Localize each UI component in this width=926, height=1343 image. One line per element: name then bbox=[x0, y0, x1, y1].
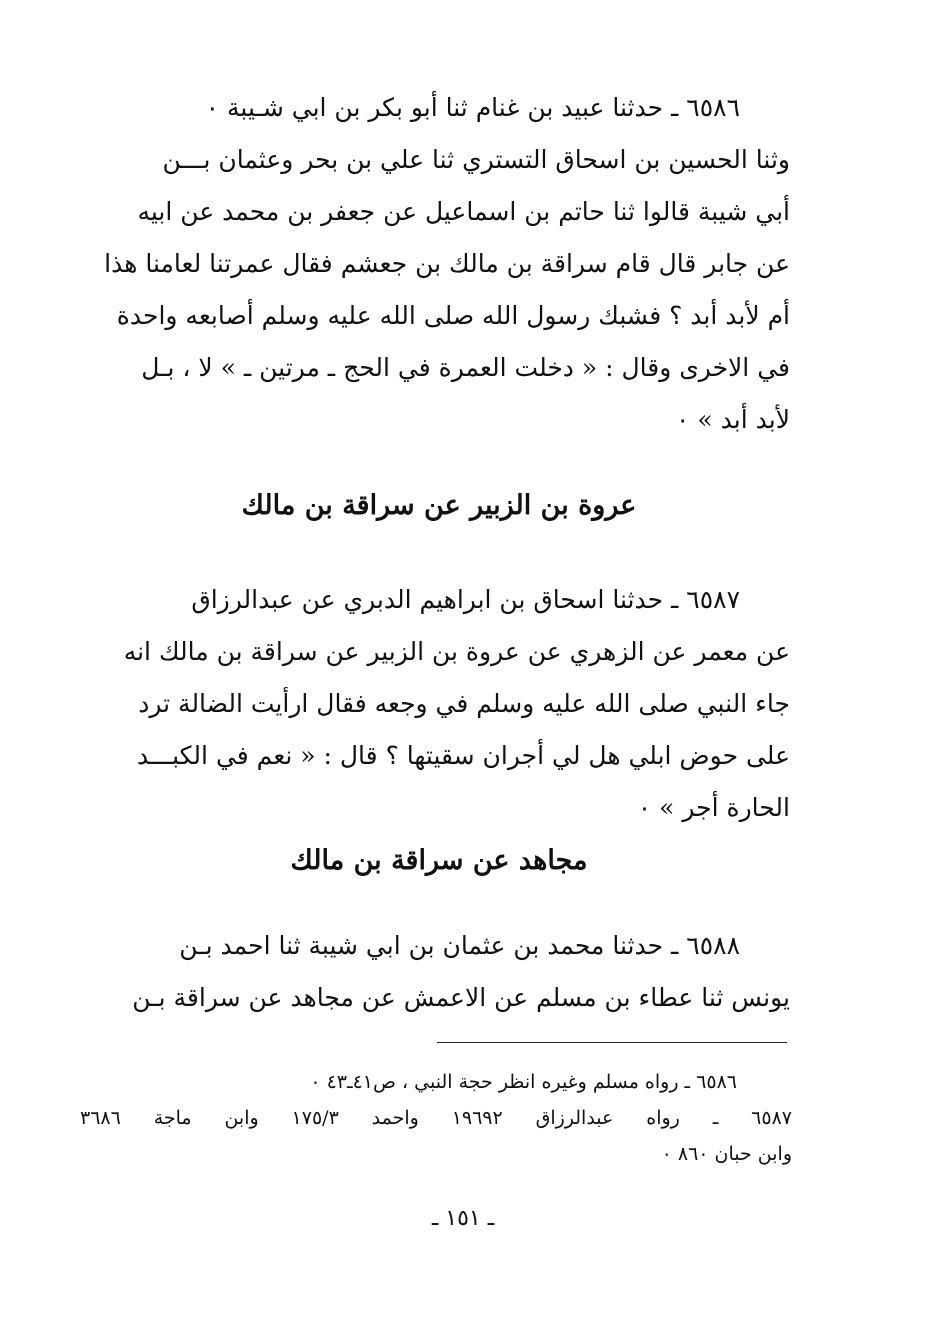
hadith-line: يونس ثنا عطاء بن مسلم عن الاعمش عن مجاهد عن سراقة بـن bbox=[132, 983, 790, 1012]
hadith-line: عن جابر قال قام سراقة بن مالك بن جعشم فقال عمرتنا لعامنا هذا bbox=[104, 249, 790, 278]
section-heading-urwa: عروة بن الزبير عن سراقة بن مالك bbox=[241, 490, 637, 521]
hadith-line: ٦٥٨٧ ـ حدثنا اسحاق بن ابراهيم الدبري عن عبدالرزاق bbox=[191, 585, 740, 614]
hadith-6586 bbox=[88, 82, 790, 446]
footnote-divider bbox=[437, 1042, 787, 1043]
hadith-6587 bbox=[88, 574, 790, 834]
hadith-line: في الاخرى وقال : « دخلت العمرة في الحج ـ مرتين ـ » لا ، بـل bbox=[141, 353, 790, 382]
hadith-line: على حوض ابلي هل لي أجران سقيتها ؟ قال : « نعم في الكبـــد bbox=[136, 741, 790, 770]
footnote-line: ٦٥٨٦ ـ رواه مسلم وغيره انظر حجة النبي ، ص٤١ـ٤٣ ٠ bbox=[310, 1071, 737, 1093]
hadith-line: وثنا الحسين بن اسحاق التستري ثنا علي بن بحر وعثمان بـــن bbox=[162, 145, 790, 174]
hadith-line: عن معمر عن الزهري عن عروة بن الزبير عن سراقة بن مالك انه bbox=[123, 637, 790, 666]
footnote-line: وابن حبان ٨٦٠ ٠ bbox=[661, 1143, 792, 1165]
page-number: ـ ١٥١ ـ bbox=[431, 1206, 495, 1231]
footnotes bbox=[80, 1064, 792, 1172]
hadith-line: الحارة أجر » ٠ bbox=[637, 793, 790, 822]
hadith-line: أبي شيبة قالوا ثنا حاتم بن اسماعيل عن جعفر بن محمد عن ابيه bbox=[137, 197, 790, 226]
section-heading-mujahid: مجاهد عن سراقة بن مالك bbox=[290, 845, 588, 876]
hadith-6588 bbox=[88, 920, 790, 1024]
hadith-line: أم لأبد أبد ؟ فشبك رسول الله صلى الله عليه وسلم أصابعه واحدة bbox=[116, 301, 790, 330]
hadith-line: جاء النبي صلى الله عليه وسلم في وجعه فقال ارأيت الضالة ترد bbox=[138, 689, 790, 718]
hadith-line: ٦٥٨٨ ـ حدثنا محمد بن عثمان بن ابي شيبة ثنا احمد بـن bbox=[179, 931, 740, 960]
hadith-line: ٦٥٨٦ ـ حدثنا عبيد بن غنام ثنا أبو بكر بن ابي شـيبة ٠ bbox=[205, 93, 740, 122]
hadith-line: لأبد أبد » ٠ bbox=[676, 405, 790, 434]
footnote-line: ٦٥٨٧ ـ رواه عبدالرزاق ١٩٦٩٢ واحمد ١٧٥/٣ وابن ماجة ٣٦٨٦ bbox=[80, 1107, 792, 1129]
